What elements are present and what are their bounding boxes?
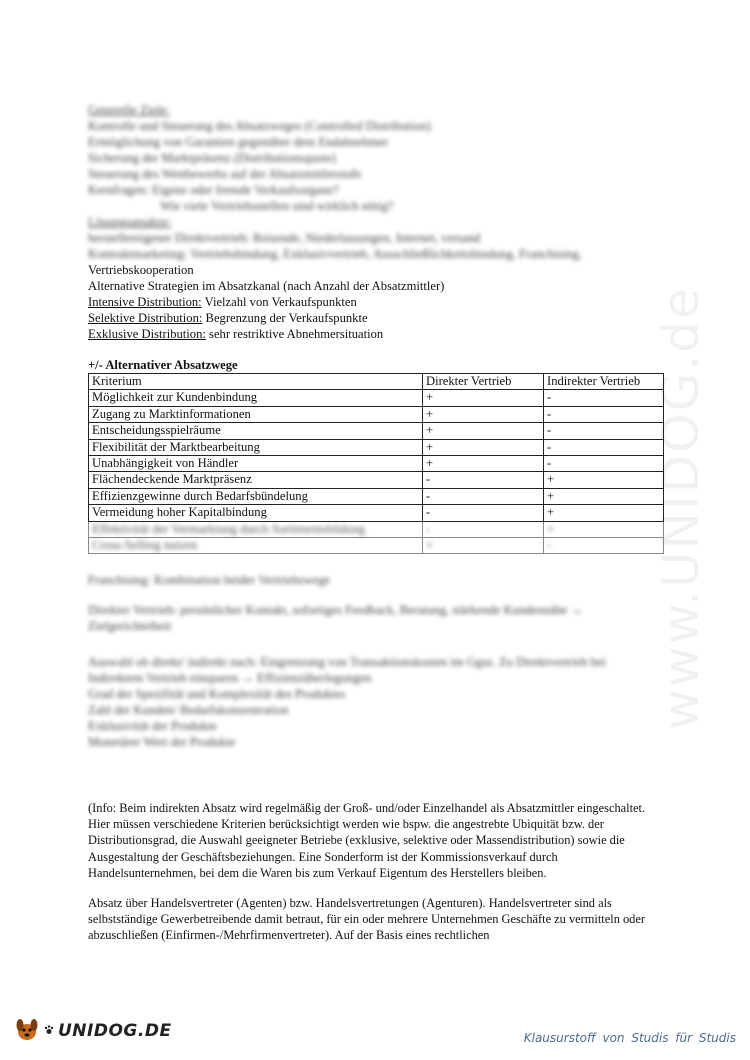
direct-cell: + [423,390,544,406]
table-row [89,472,664,488]
blurred-line: Lösungsansätze: [88,215,172,229]
direct-cell: + [423,537,544,553]
franchising-line: Franchising: Kombination beider Vertriebswege [88,573,331,588]
distribution-label: Exklusive Distribution: [88,327,206,341]
criterion-cell: Kriterium [89,374,423,390]
blurred-line: herstellereigener Direktvertrieb: Reisende, Niederlassungen, Internet, versand [88,231,481,245]
criteria-table [88,373,664,554]
criterion-cell: Flexibilität der Marktbearbeitung [89,439,423,455]
direct-cell: Direkter Vertrieb [423,374,544,390]
table-row [89,406,664,422]
indirect-cell: - [544,390,664,406]
criterion-cell: Zugang zu Marktinformationen [89,406,423,422]
watermark-text: www.UNIDOG.de [652,286,710,730]
indirect-cell: - [544,455,664,471]
direct-cell: + [423,455,544,471]
info-paragraph-2: Absatz über Handelsvertreter (Agenten) bzw. Handelsvertretungen (Agenturen). Handelsvertreter sind als selbstständige Gewerbetreibende damit betraut, für ein oder mehrere Unternehmen Geschäfte zu vermitteln oder abzuschließen (Einfirmen-/Mehrfirmenvertreter). Auf der Basis eines rechtlichen [88,896,646,943]
info-text [88,800,668,944]
table-row-blurred [89,521,664,537]
blurred-preview-middle [88,572,663,750]
distribution-item-intensive [88,294,663,310]
distribution-desc: Begrenzung der Verkaufspunkte [202,311,368,325]
footer-tagline: Klausurstoff von Studis für Studis [523,1031,736,1045]
table-title: +/- Alternativer Absatzwege [88,358,238,372]
document-body [88,102,663,750]
blurred-line: Generelle Ziele: [88,103,170,117]
direct-cell: + [423,439,544,455]
unidog-logo [14,1016,172,1046]
selection-criterion: Zahl der Kunden/ Bedarfskonzentration [88,703,289,718]
table-row-blurred [89,537,664,553]
selection-criterion: Exklusivität der Produkte [88,719,217,734]
table-row [89,423,664,439]
blurred-line: Steuerung des Wettbewerbs auf der Absatzmittlerstufe [88,167,362,181]
direct-cell: - [423,472,544,488]
intro-line-2: Alternative Strategien im Absatzkanal (nach Anzahl der Absatzmittler) [88,279,445,293]
criterion-cell: Cross-Selling nutzen [89,537,423,553]
distribution-item-exclusive [88,326,663,342]
blurred-line: Sicherung der Marktpräsenz (Distributionsquote) [88,151,336,165]
blurred-line: Ermöglichung von Garantien gegenüber dem Endabnehmer [88,135,389,149]
direct-sales-line: Direkter Vertrieb: persönlicher Kontakt, sofortiges Feedback, Beratung, stärkende Kundennähe → [88,603,583,618]
indirect-cell: + [544,488,664,504]
distribution-label: Intensive Distribution: [88,295,202,309]
direct-cell: + [423,406,544,422]
dog-icon [14,1016,40,1046]
table-row [89,488,664,504]
blurred-line: Kontraktmarketing: Vertriebsbindung, Exklusivvertrieb, Ausschließlichkeitsbindung, Franchising, [88,247,582,261]
distribution-label: Selektive Distribution: [88,311,203,325]
selection-criteria-list [88,654,663,750]
indirect-cell: Indirekter Vertrieb [544,374,664,390]
direct-cell: - [423,488,544,504]
criterion-cell: Vermeidung hoher Kapitalbindung [89,505,423,521]
criterion-cell: Effektivität der Vermarktung durch Sortimentsbildung [89,521,423,537]
direct-sales-block [88,602,663,634]
selection-criterion: Monetärer Wert der Produkte [88,735,236,750]
table-header-row [89,374,664,390]
criterion-cell: Entscheidungsspielräume [89,423,423,439]
intro-line-1: Vertriebskooperation [88,263,194,277]
indirect-cell: + [544,505,664,521]
paw-icon [44,1024,54,1039]
table-row [89,390,664,406]
indirect-cell: - [544,423,664,439]
distribution-desc: sehr restriktive Abnehmersituation [205,327,384,341]
distribution-item-selective [88,310,663,326]
criterion-cell: Flächendeckende Marktpräsenz [89,472,423,488]
blurred-line: Wie viele Vertriebsstellen sind wirklich nötig? [160,199,394,213]
direct-sales-line-2: Zielgerichtetheit [88,619,172,634]
indirect-cell: - [544,439,664,455]
info-paragraph-1: (Info: Beim indirekten Absatz wird regelmäßig der Groß- und/oder Einzelhandel als Absatzmittler eingeschaltet. Hier müssen verschiedene Kriterien berücksichtigt werden wie bspw. die angestrebte Ubiquität bzw. der Distributionsgrad, die Auswahl geeigneter Betriebe (exklusive, selektive oder Massendistribution) sowie die Ausgestaltung der Geschäftsbeziehungen. Eine Sonderform ist der Kommissionsverkauf durch Handelsunternehmen, bei dem die Waren bis zum Verkauf Eigentum des Herstellers bleiben. [88,801,646,880]
blurred-line: Kontrolle und Steuerung des Absatzweges (Controlled Distribution) [88,119,431,133]
selection-criterion: Auswahl ob direkt/ indirekt nach: Eingrenzung von Transaktionskosten im Ggsz. Zu Direktvertrieb bei [88,655,606,670]
indirect-cell: + [544,472,664,488]
logo-text: UNIDOG.DE [58,1021,172,1041]
selection-criterion: Indirektem Vertrieb einsparen → Effizienzüberlegungen [88,671,372,686]
blurred-line: Kernfragen: Eigene oder fremde Verkaufsorgane? [88,183,339,197]
criterion-cell: Effizienzgewinne durch Bedarfsbündelung [89,488,423,504]
indirect-cell: - [544,537,664,553]
direct-cell: - [423,521,544,537]
distribution-desc: Vielzahl von Verkaufspunkten [201,295,357,309]
table-row [89,505,664,521]
criterion-cell: Unabhängigkeit von Händler [89,455,423,471]
table-row [89,439,664,455]
direct-cell: - [423,505,544,521]
blurred-preview-top [88,102,663,262]
direct-cell: + [423,423,544,439]
indirect-cell: + [544,521,664,537]
indirect-cell: - [544,406,664,422]
table-row [89,455,664,471]
criterion-cell: Möglichkeit zur Kundenbindung [89,390,423,406]
selection-criterion: Grad der Spezifität und Komplexität des Produktes [88,687,346,702]
clear-intro [88,262,663,342]
